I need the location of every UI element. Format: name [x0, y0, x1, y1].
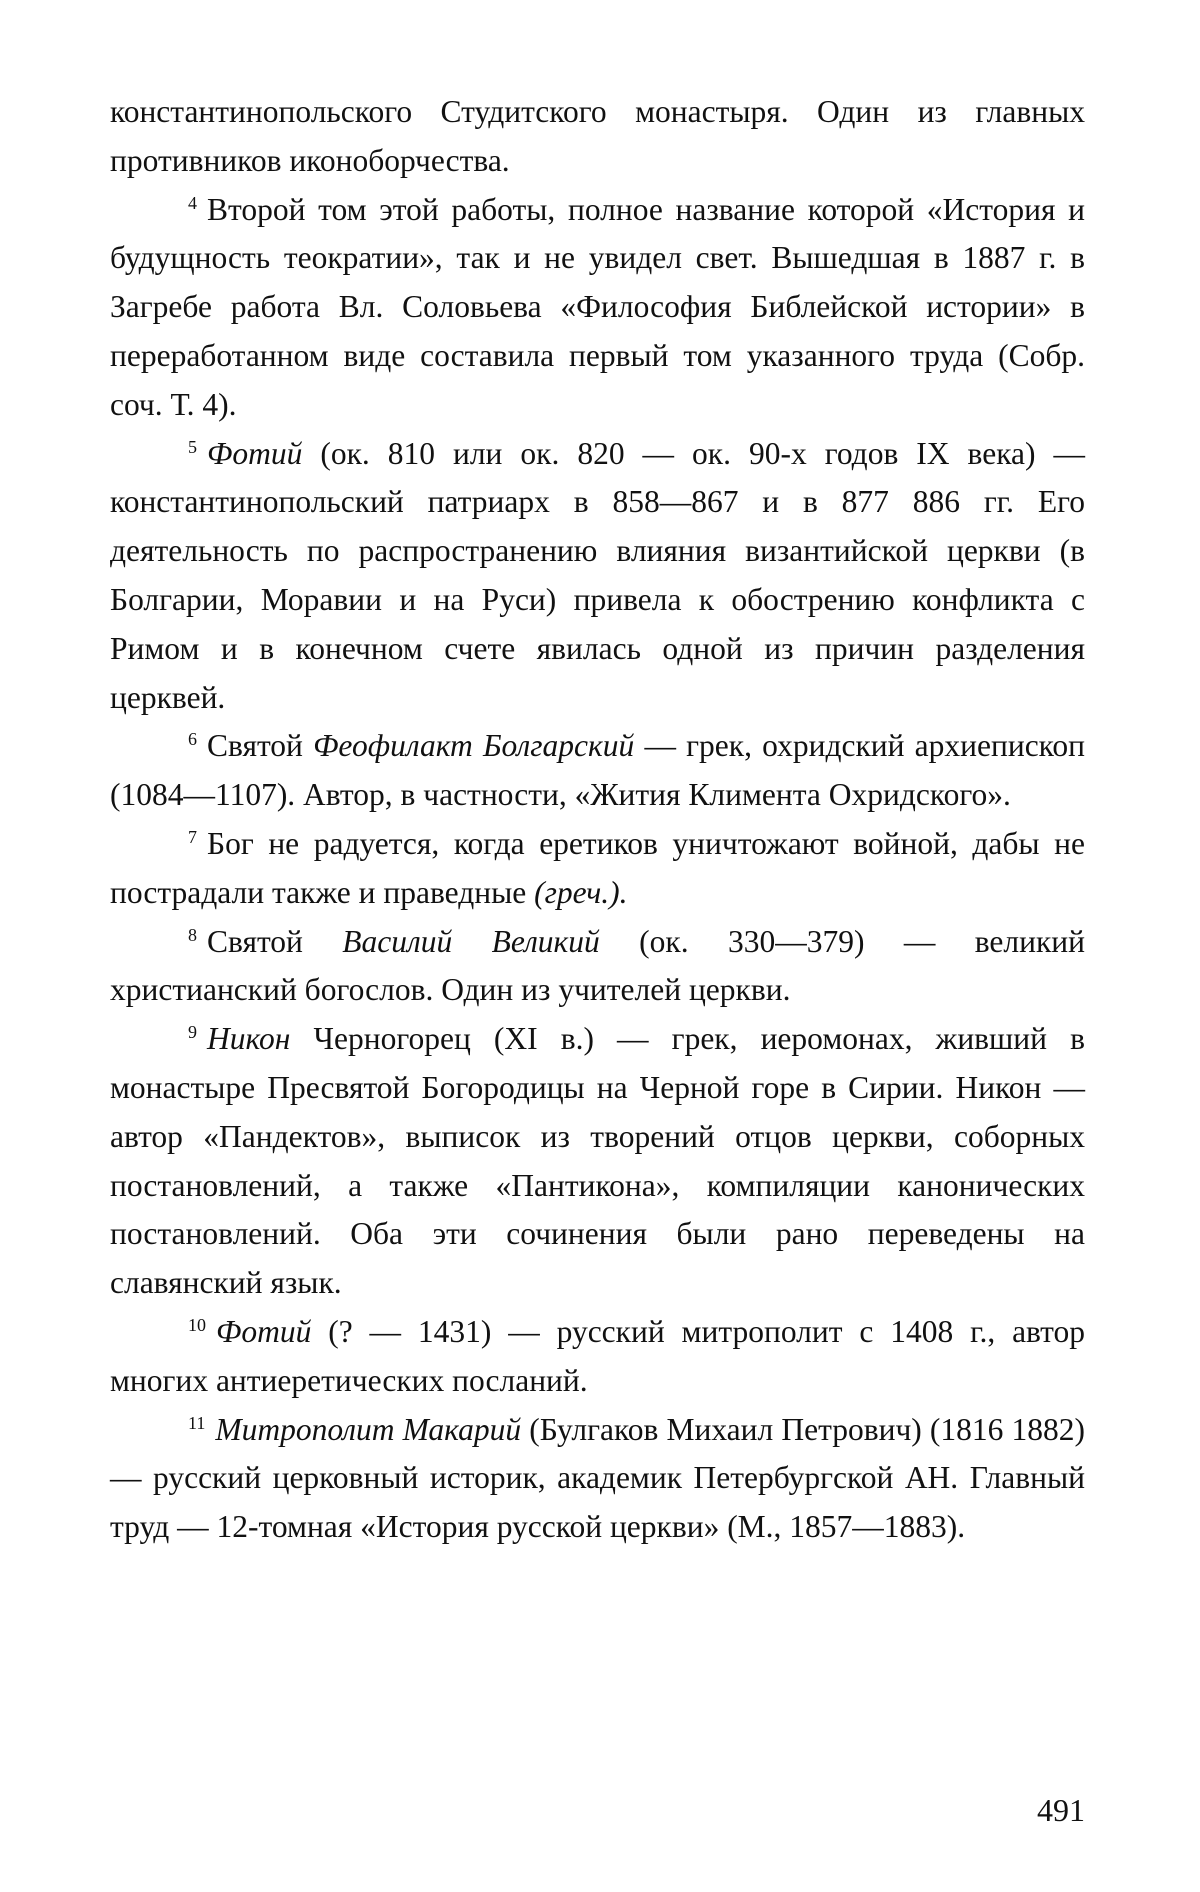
footnote-text: Бог не радуется, когда еретиков уничтожают войной, дабы не пострадали также и праведные	[110, 825, 1085, 910]
footnote-italic-text: Митрополит Макарий	[215, 1411, 522, 1447]
footnote-text: (ок. 330—379) — великий христианский богослов. Один из учителей церкви.	[110, 923, 1085, 1008]
footnote-7	[110, 820, 1085, 918]
footnote-number: 11	[188, 1412, 206, 1433]
footnote-text: Черногорец (XI в.) — грек, иеромонах, живший в монастыре Пресвятой Богородицы на Черной горе в Сирии. Никон — автор «Пандектов», выписок из творений отцов церкви, соборных постановлений, а также «Пантикона», компиляции канонических постановлений. Оба эти сочинения были рано переведены на славянский язык.	[110, 1021, 1085, 1301]
footnote-number: 10	[188, 1314, 206, 1335]
footnote-number: 8	[188, 924, 197, 945]
footnote-4	[110, 186, 1085, 430]
footnote-9	[110, 1015, 1085, 1308]
footnote-text: (? — 1431) — русский митрополит с 1408 г., автор многих антиеретических посланий.	[110, 1313, 1085, 1398]
footnotes-block	[110, 88, 1085, 1552]
footnote-italic-text: (греч.).	[534, 874, 628, 910]
footnote-10	[110, 1308, 1085, 1406]
page-number: 491	[1037, 1792, 1085, 1828]
footnote-number: 6	[188, 729, 197, 750]
footnote-8	[110, 918, 1085, 1016]
footnote-italic-text: Фотий	[207, 435, 303, 471]
footnote-italic-text: Никон	[207, 1021, 291, 1057]
footnote-italic-text: Василий Великий	[342, 923, 600, 959]
footnote-text: (ок. 810 или ок. 820 — ок. 90-х годов IX века) — константинопольский патриарх в 858—867 и в 877 886 гг. Его деятельность по распространению влияния византийской церкви (в Болгарии, Моравии и на Руси) привела к обострению конфликта с Римом и в конечном счете явилась одной из причин разделения церквей.	[110, 435, 1085, 715]
footnote-text: — грек, охридский архиепископ (1084—1107). Автор, в частности, «Жития Климента Охридского».	[110, 728, 1085, 813]
footnote-6	[110, 722, 1085, 820]
footnote-number: 4	[188, 192, 197, 213]
footnote-text: Святой	[207, 728, 314, 764]
footnote-text: Святой	[207, 923, 343, 959]
footnote-number: 9	[188, 1022, 197, 1043]
footnote-5	[110, 430, 1085, 723]
footnote-3-continuation	[110, 88, 1085, 186]
footnote-text: (Булгаков Михаил Петрович) (1816 1882) — русский церковный историк, академик Петербургской АН. Главный труд — 12-томная «История русской церкви» (М., 1857—1883).	[110, 1411, 1085, 1545]
footnote-italic-text: Фотий	[216, 1313, 312, 1349]
footnote-number: 5	[188, 436, 197, 457]
footnote-number: 7	[188, 826, 197, 847]
footnote-11	[110, 1406, 1085, 1552]
footnote-text: Второй том этой работы, полное название которой «История и будущность теократии», так и не увидел свет. Вышедшая в 1887 г. в Загребе работа Вл. Соловьева «Философия Библейской истории» в переработанном виде составила первый том указанного труда (Собр. соч. Т. 4).	[110, 191, 1085, 422]
footnote-text: константинопольского Студитского монастыря. Один из главных противников иконоборчества.	[110, 94, 1085, 178]
footnote-italic-text: Феофилакт Болгарский	[313, 728, 635, 764]
